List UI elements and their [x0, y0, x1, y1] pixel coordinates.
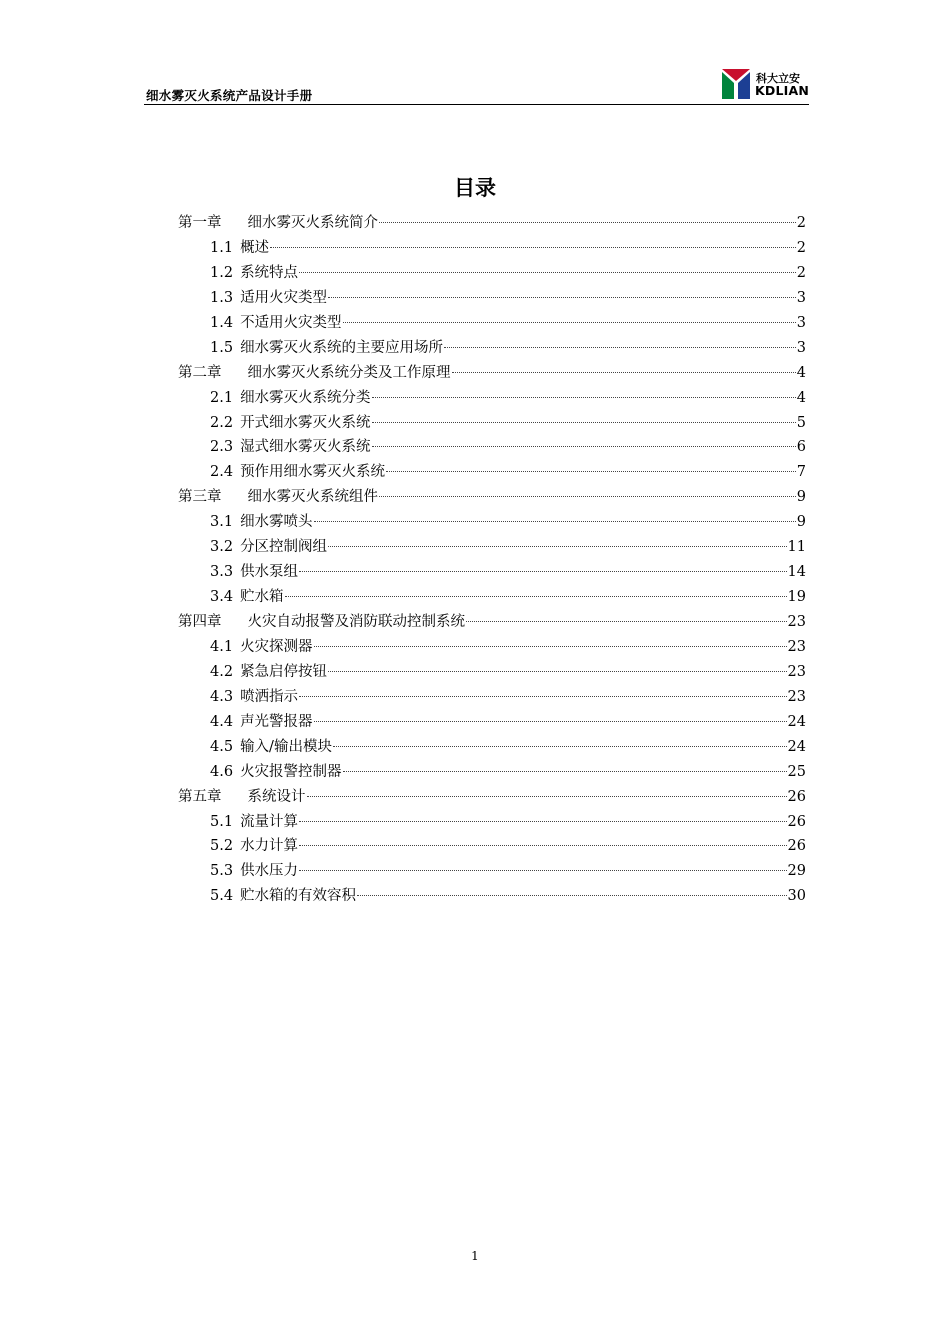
toc-section-entry[interactable] — [178, 386, 806, 411]
toc-entry-page: 14 — [787, 564, 806, 581]
toc-dot-leader — [299, 571, 786, 572]
toc-entry-page: 9 — [796, 489, 806, 506]
toc-dot-leader — [379, 222, 796, 223]
toc-chapter-entry[interactable] — [178, 485, 806, 510]
toc-entry-label: 水力计算 — [240, 838, 299, 855]
toc-section-entry[interactable] — [178, 884, 806, 909]
toc-chapter-entry[interactable] — [178, 610, 806, 635]
toc-entry-page: 4 — [796, 364, 806, 381]
toc-entry-number: 3.4 — [210, 589, 234, 606]
header-divider — [144, 104, 809, 105]
toc-entry-label: 紧急启停按钮 — [240, 663, 328, 680]
toc-section-entry[interactable] — [178, 336, 806, 361]
toc-entry-number: 第一章 — [178, 215, 222, 231]
toc-entry-label: 声光警报器 — [240, 713, 313, 730]
toc-section-entry[interactable] — [178, 261, 806, 286]
toc-entry-number: 1.3 — [210, 289, 234, 306]
logo-name-cn: 科大立安 — [756, 72, 800, 85]
kdlian-logo — [722, 69, 812, 101]
toc-dot-leader — [314, 521, 796, 522]
toc-dot-leader — [299, 845, 786, 846]
toc-entry-label: 不适用火灾类型 — [240, 314, 342, 331]
toc-entry-label: 分区控制阀组 — [240, 539, 328, 556]
toc-section-entry[interactable] — [178, 859, 806, 884]
toc-entry-label: 细水雾灭火系统的主要应用场所 — [240, 339, 444, 356]
toc-entry-page: 23 — [787, 663, 806, 680]
toc-dot-leader — [333, 746, 787, 747]
document-title: 细水雾灭火系统产品设计手册 — [146, 88, 313, 103]
toc-entry-number: 第四章 — [178, 614, 222, 630]
toc-entry-label: 湿式细水雾灭火系统 — [240, 439, 371, 456]
toc-entry-number: 4.6 — [210, 763, 234, 780]
toc-entry-number: 3.1 — [210, 514, 234, 531]
toc-entry-number: 5.2 — [210, 838, 234, 855]
toc-entry-page: 24 — [787, 713, 806, 730]
toc-entry-page: 2 — [796, 215, 806, 231]
toc-entry-label: 喷洒指示 — [240, 688, 299, 705]
toc-entry-page: 2 — [796, 239, 806, 256]
toc-entry-number: 2.4 — [210, 464, 234, 481]
toc-dot-leader — [343, 322, 796, 323]
toc-dot-leader — [314, 646, 787, 647]
toc-entry-number: 1.1 — [210, 239, 234, 256]
toc-entry-number: 4.5 — [210, 738, 234, 755]
toc-entry-label: 开式细水雾灭火系统 — [240, 414, 371, 431]
toc-entry-label: 贮水箱 — [240, 589, 284, 606]
toc-dot-leader — [328, 671, 786, 672]
toc-chapter-entry[interactable] — [178, 361, 806, 386]
page-number: 1 — [471, 1249, 479, 1263]
toc-dot-leader — [444, 347, 796, 348]
toc-entry-label: 火灾报警控制器 — [240, 763, 342, 780]
toc-dot-leader — [372, 397, 796, 398]
toc-entry-label: 系统设计 — [247, 788, 306, 805]
toc-dot-leader — [386, 471, 796, 472]
toc-section-entry[interactable] — [178, 834, 806, 859]
toc-section-entry[interactable] — [178, 535, 806, 560]
toc-dot-leader — [466, 621, 787, 622]
toc-dot-leader — [299, 821, 786, 822]
toc-section-entry[interactable] — [178, 710, 806, 735]
toc-section-entry[interactable] — [178, 735, 806, 760]
toc-entry-number: 第三章 — [178, 489, 222, 506]
toc-entry-number: 4.1 — [210, 638, 234, 655]
toc-entry-page: 6 — [796, 439, 806, 456]
toc-section-entry[interactable] — [178, 685, 806, 710]
toc-section-entry[interactable] — [178, 585, 806, 610]
toc-section-entry[interactable] — [178, 635, 806, 660]
toc-dot-leader — [452, 372, 796, 373]
toc-entry-page: 23 — [787, 614, 806, 630]
toc-dot-leader — [299, 870, 786, 871]
toc-section-entry[interactable] — [178, 311, 806, 336]
logo-name-en: KDLIAN — [755, 83, 810, 98]
toc-entry-number: 3.3 — [210, 564, 234, 581]
toc-entry-page: 3 — [796, 314, 806, 331]
toc-entry-label: 流量计算 — [240, 813, 299, 830]
table-of-contents — [178, 211, 806, 909]
toc-entry-number: 2.2 — [210, 414, 234, 431]
toc-entry-page: 4 — [796, 389, 806, 406]
toc-entry-number: 2.1 — [210, 389, 234, 406]
toc-entry-page: 24 — [787, 738, 806, 755]
toc-entry-page: 23 — [787, 688, 806, 705]
toc-chapter-entry[interactable] — [178, 785, 806, 810]
toc-dot-leader — [307, 796, 787, 797]
toc-entry-label: 供水压力 — [240, 863, 299, 880]
toc-entry-number: 5.4 — [210, 888, 234, 905]
toc-section-entry[interactable] — [178, 411, 806, 436]
toc-dot-leader — [270, 247, 796, 248]
toc-entry-page: 3 — [796, 339, 806, 356]
toc-entry-label: 细水雾喷头 — [240, 514, 313, 531]
toc-entry-number: 4.3 — [210, 688, 234, 705]
toc-entry-page: 29 — [787, 863, 806, 880]
toc-chapter-entry[interactable] — [178, 211, 806, 236]
toc-entry-label: 细水雾灭火系统简介 — [247, 215, 378, 231]
toc-entry-label: 概述 — [240, 239, 270, 256]
toc-entry-page: 5 — [796, 414, 806, 431]
toc-entry-page: 26 — [787, 813, 806, 830]
toc-dot-leader — [314, 721, 787, 722]
toc-dot-leader — [299, 696, 786, 697]
toc-dot-leader — [372, 446, 796, 447]
toc-entry-page: 26 — [787, 838, 806, 855]
toc-dot-leader — [299, 272, 796, 273]
toc-section-entry[interactable] — [178, 660, 806, 685]
toc-section-entry[interactable] — [178, 286, 806, 311]
kdlian-logo-icon — [722, 69, 750, 99]
toc-entry-page: 9 — [796, 514, 806, 531]
toc-entry-page: 23 — [787, 638, 806, 655]
toc-dot-leader — [357, 895, 786, 896]
toc-entry-number: 5.3 — [210, 863, 234, 880]
toc-entry-page: 26 — [787, 788, 806, 805]
toc-entry-page: 25 — [787, 763, 806, 780]
toc-section-entry[interactable] — [178, 236, 806, 261]
toc-entry-label: 火灾探测器 — [240, 638, 313, 655]
toc-entry-page: 11 — [787, 539, 806, 556]
toc-entry-number: 4.2 — [210, 663, 234, 680]
toc-dot-leader — [372, 422, 796, 423]
toc-entry-number: 第二章 — [178, 364, 222, 381]
toc-dot-leader — [328, 546, 786, 547]
toc-entry-number: 2.3 — [210, 439, 234, 456]
toc-entry-label: 火灾自动报警及消防联动控制系统 — [247, 614, 465, 630]
toc-entry-label: 适用火灾类型 — [240, 289, 328, 306]
toc-entry-label: 输入/输出模块 — [240, 738, 332, 755]
toc-entry-label: 细水雾灭火系统分类 — [240, 389, 371, 406]
toc-entry-number: 1.5 — [210, 339, 234, 356]
toc-dot-leader — [328, 297, 796, 298]
toc-entry-page: 7 — [796, 464, 806, 481]
toc-dot-leader — [343, 771, 787, 772]
toc-section-entry[interactable] — [178, 510, 806, 535]
toc-entry-number: 4.4 — [210, 713, 234, 730]
toc-section-entry[interactable] — [178, 760, 806, 785]
toc-entry-number: 1.4 — [210, 314, 234, 331]
toc-title: 目录 — [454, 176, 496, 200]
toc-entry-label: 系统特点 — [240, 264, 299, 281]
toc-section-entry[interactable] — [178, 560, 806, 585]
toc-entry-label: 预作用细水雾灭火系统 — [240, 464, 386, 481]
toc-entry-number: 5.1 — [210, 813, 234, 830]
toc-section-entry[interactable] — [178, 435, 806, 460]
toc-entry-page: 3 — [796, 289, 806, 306]
toc-entry-label: 贮水箱的有效容积 — [240, 888, 357, 905]
toc-entry-number: 3.2 — [210, 539, 234, 556]
toc-entry-label: 细水雾灭火系统组件 — [247, 489, 378, 506]
toc-section-entry[interactable] — [178, 460, 806, 485]
toc-section-entry[interactable] — [178, 810, 806, 835]
toc-entry-page: 19 — [787, 589, 806, 606]
toc-entry-page: 30 — [787, 888, 806, 905]
toc-entry-label: 供水泵组 — [240, 564, 299, 581]
toc-entry-number: 1.2 — [210, 264, 234, 281]
toc-entry-label: 细水雾灭火系统分类及工作原理 — [247, 364, 451, 381]
toc-entry-number: 第五章 — [178, 788, 222, 805]
toc-entry-page: 2 — [796, 264, 806, 281]
toc-dot-leader — [285, 596, 787, 597]
toc-dot-leader — [379, 496, 796, 497]
